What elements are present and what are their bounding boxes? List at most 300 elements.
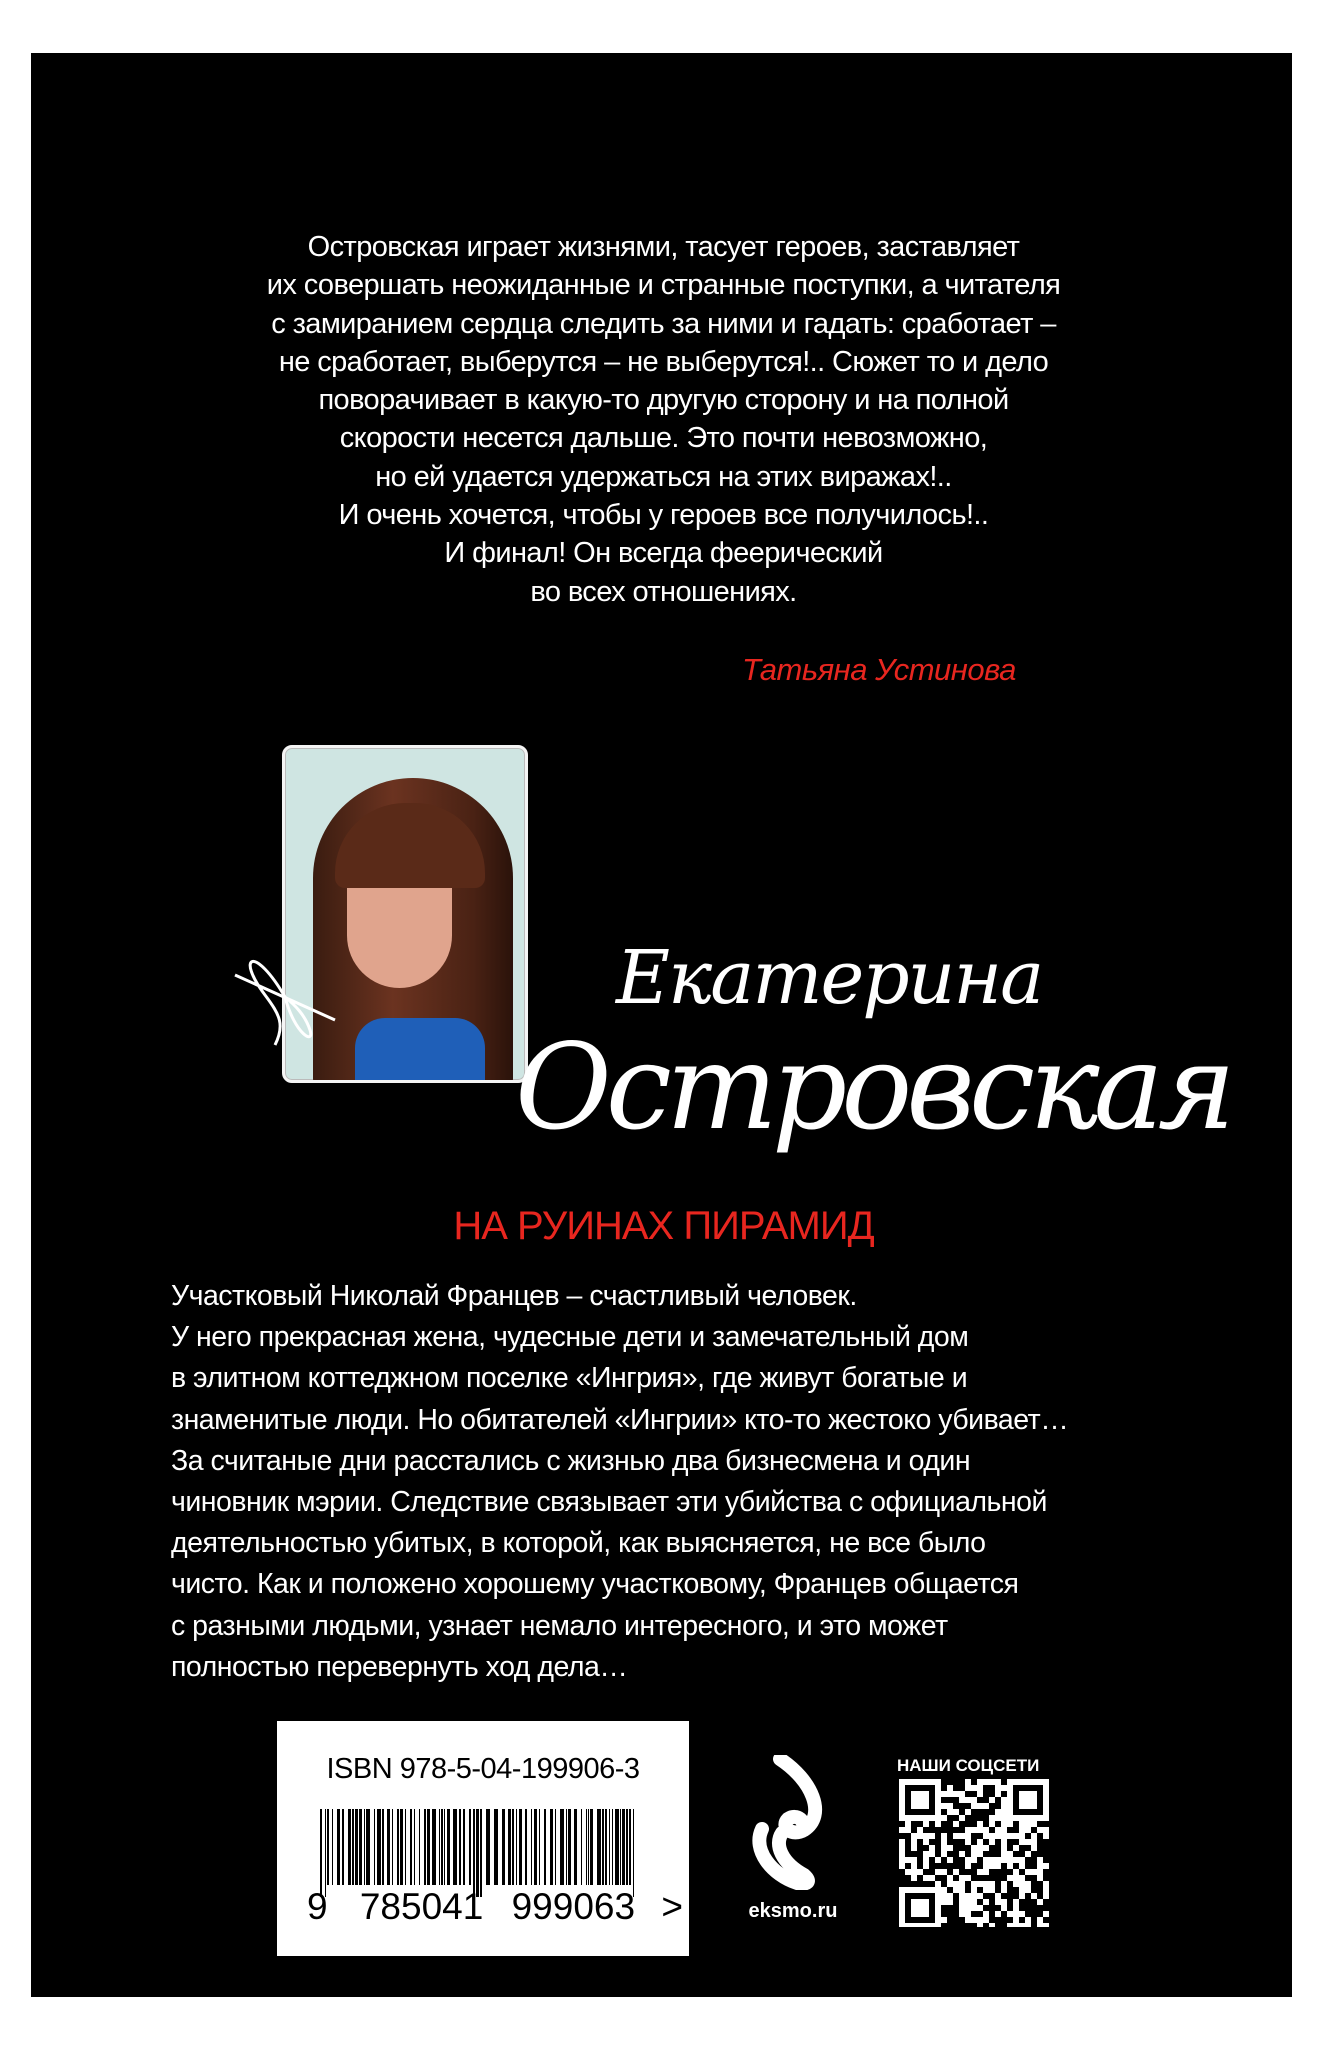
qr-module [917, 1827, 923, 1833]
barcode-bar [355, 1809, 358, 1885]
qr-module [971, 1881, 977, 1887]
qr-module [899, 1839, 905, 1845]
barcode-bar [366, 1809, 370, 1885]
qr-module [1031, 1791, 1037, 1797]
qr-module [917, 1887, 923, 1893]
barcode-bar [476, 1809, 479, 1897]
qr-module [989, 1887, 995, 1893]
quote-line: их совершать неожиданные и странные поступки, а читателя [266, 269, 1061, 302]
qr-module [947, 1899, 953, 1905]
qr-module [899, 1815, 905, 1821]
qr-module [1001, 1845, 1007, 1851]
qr-module [1019, 1779, 1025, 1785]
barcode-bar [620, 1809, 621, 1885]
barcode-bar [405, 1809, 406, 1885]
qr-module [1031, 1797, 1037, 1803]
qr-module [941, 1887, 947, 1893]
qr-module [953, 1869, 959, 1875]
qr-module [899, 1887, 905, 1893]
qr-module [1007, 1833, 1013, 1839]
qr-module [1043, 1893, 1049, 1899]
qr-module [905, 1827, 911, 1833]
qr-module [911, 1875, 917, 1881]
qr-module [923, 1905, 929, 1911]
qr-module [1031, 1839, 1037, 1845]
qr-module [947, 1893, 953, 1899]
qr-module [1007, 1803, 1013, 1809]
qr-module [971, 1893, 977, 1899]
qr-module [899, 1863, 905, 1869]
qr-module [923, 1797, 929, 1803]
qr-module [929, 1851, 935, 1857]
qr-module [899, 1905, 905, 1911]
barcode-bar [447, 1809, 450, 1885]
qr-module [947, 1803, 953, 1809]
qr-module [905, 1857, 911, 1863]
qr-module [923, 1791, 929, 1797]
barcode-bar [581, 1809, 582, 1885]
qr-module [929, 1845, 935, 1851]
description-line: За считаные дни расстались с жизнью два бизнесмена и один [171, 1444, 971, 1477]
quote-line: поворачивает в какую-то другую сторону и на полной [318, 384, 1009, 417]
qr-module [941, 1815, 947, 1821]
qr-module [965, 1839, 971, 1845]
qr-module [917, 1833, 923, 1839]
qr-module [917, 1911, 923, 1917]
qr-module [935, 1785, 941, 1791]
qr-module [917, 1869, 923, 1875]
publisher-website[interactable]: eksmo.ru [748, 1900, 838, 1922]
qr-module [1019, 1797, 1025, 1803]
qr-module [995, 1863, 1001, 1869]
qr-module [977, 1821, 983, 1827]
qr-module [953, 1809, 959, 1815]
qr-module [1037, 1815, 1043, 1821]
qr-module [947, 1785, 953, 1791]
qr-module [935, 1779, 941, 1785]
qr-module [911, 1911, 917, 1917]
qr-module [1007, 1815, 1013, 1821]
qr-module [905, 1887, 911, 1893]
qr-module [965, 1857, 971, 1863]
qr-module [929, 1923, 935, 1927]
qr-module [977, 1827, 983, 1833]
qr-module [1013, 1869, 1019, 1875]
barcode-bar [463, 1809, 465, 1885]
barcode-bar [348, 1809, 351, 1885]
qr-module [941, 1869, 947, 1875]
qr-module [1001, 1803, 1007, 1809]
barcode-bar [597, 1809, 601, 1885]
qr-module [959, 1887, 965, 1893]
qr-module [941, 1791, 947, 1797]
qr-module [977, 1803, 983, 1809]
barcode-bar [525, 1809, 527, 1885]
qr-module [1019, 1803, 1025, 1809]
qr-module [899, 1779, 905, 1785]
qr-module [1019, 1833, 1025, 1839]
qr-module [1031, 1893, 1037, 1899]
qr-module [1037, 1863, 1043, 1869]
qr-module [923, 1887, 929, 1893]
qr-module [1001, 1851, 1007, 1857]
qr-module [989, 1833, 995, 1839]
qr-module [959, 1797, 965, 1803]
qr-module [959, 1881, 965, 1887]
description-line: У него прекрасная жена, чудесные дети и замечательный дом [171, 1321, 969, 1354]
qr-module [911, 1779, 917, 1785]
qr-module [1013, 1857, 1019, 1863]
qr-module [995, 1827, 1001, 1833]
qr-module [989, 1779, 995, 1785]
barcode-bar [626, 1809, 628, 1885]
barcode-bar [432, 1809, 436, 1885]
qr-module [929, 1815, 935, 1821]
qr-module [953, 1833, 959, 1839]
qr-module [983, 1857, 989, 1863]
qr-module [983, 1803, 989, 1809]
qr-module [1013, 1779, 1019, 1785]
qr-module [1025, 1791, 1031, 1797]
barcode-bar [508, 1809, 511, 1885]
qr-module [935, 1791, 941, 1797]
qr-module [1025, 1779, 1031, 1785]
qr-module [965, 1905, 971, 1911]
qr-module [899, 1845, 905, 1851]
barcode-bar [568, 1809, 571, 1885]
barcode-bar [453, 1809, 457, 1885]
qr-module [1019, 1839, 1025, 1845]
barcode-bar [325, 1809, 326, 1897]
barcode-bar [502, 1809, 505, 1885]
qr-module [917, 1797, 923, 1803]
quote-line: с замиранием сердца следить за ними и гадать: сработает – [271, 307, 1056, 340]
qr-module [941, 1839, 947, 1845]
qr-module [1037, 1827, 1043, 1833]
qr-module [953, 1887, 959, 1893]
qr-module [1019, 1911, 1025, 1917]
barcode-bar [550, 1809, 553, 1885]
barcode-bar [519, 1809, 522, 1885]
qr-module [1007, 1809, 1013, 1815]
qr-module [911, 1815, 917, 1821]
barcode-bar [633, 1809, 634, 1897]
qr-module [971, 1803, 977, 1809]
qr-module [923, 1857, 929, 1863]
qr-module [935, 1923, 941, 1927]
qr-module [917, 1791, 923, 1797]
barcode-bar [534, 1809, 537, 1885]
qr-module [1031, 1869, 1037, 1875]
qr-module [1031, 1833, 1037, 1839]
barcode-bar [364, 1809, 365, 1885]
qr-module [983, 1917, 989, 1923]
barcode-bar [427, 1809, 430, 1885]
qr-module [971, 1827, 977, 1833]
barcode-digits-right: 999063 [511, 1886, 636, 1927]
qr-module [995, 1833, 1001, 1839]
qr-module [971, 1785, 977, 1791]
qr-module [1001, 1905, 1007, 1911]
qr-module [947, 1881, 953, 1887]
barcode-bar [615, 1809, 619, 1885]
qr-module [1007, 1797, 1013, 1803]
qr-module [941, 1803, 947, 1809]
qr-module [1043, 1911, 1049, 1917]
qr-module [959, 1911, 965, 1917]
qr-module [983, 1833, 989, 1839]
review-quote [0, 228, 1327, 611]
qr-module [959, 1833, 965, 1839]
qr-module [1001, 1881, 1007, 1887]
barcode-bar [539, 1809, 540, 1885]
qr-module [923, 1863, 929, 1869]
barcode-bar [480, 1809, 482, 1897]
barcode-bar [342, 1809, 344, 1885]
qr-module [935, 1815, 941, 1821]
qr-module [905, 1821, 911, 1827]
barcode-bar [419, 1809, 420, 1885]
qr-module [989, 1881, 995, 1887]
qr-module [1037, 1875, 1043, 1881]
author-first-name: Екатерина [616, 935, 1043, 1021]
qr-module [1025, 1797, 1031, 1803]
barcode-bar [424, 1809, 426, 1885]
qr-module [911, 1791, 917, 1797]
qr-module [935, 1797, 941, 1803]
qr-module [1025, 1827, 1031, 1833]
qr-module [1031, 1779, 1037, 1785]
barcode-panel [277, 1721, 689, 1956]
qr-module [977, 1851, 983, 1857]
barcode-digits [307, 1886, 683, 1928]
quote-line: Островская играет жизнями, тасует героев, заставляет [307, 231, 1020, 263]
qr-module [1007, 1875, 1013, 1881]
qr-module [911, 1845, 917, 1851]
qr-module [1037, 1779, 1043, 1785]
qr-module [1043, 1863, 1049, 1869]
qr-module [965, 1797, 971, 1803]
qr-module [1007, 1785, 1013, 1791]
qr-module [983, 1827, 989, 1833]
ribbon-bow-icon [225, 935, 345, 1055]
qr-module [1001, 1839, 1007, 1845]
qr-module [1001, 1809, 1007, 1815]
qr-module [977, 1779, 983, 1785]
qr-module [965, 1875, 971, 1881]
barcode-bar [609, 1809, 610, 1885]
qr-module [941, 1833, 947, 1839]
qr-module [947, 1875, 953, 1881]
qr-module [1043, 1881, 1049, 1887]
qr-module [995, 1899, 1001, 1905]
qr-module [929, 1887, 935, 1893]
qr-module [1001, 1815, 1007, 1821]
author-last-name: Островская [515, 1018, 1231, 1156]
description-line: деятельностью убитых, в которой, как выясняется, не все было [171, 1527, 986, 1560]
barcode-bar [544, 1809, 546, 1885]
qr-module [983, 1899, 989, 1905]
barcode-bar [586, 1809, 587, 1885]
qr-module [989, 1821, 995, 1827]
qr-module [1007, 1821, 1013, 1827]
qr-module [1007, 1851, 1013, 1857]
barcode-bar [555, 1809, 556, 1885]
qr-module [941, 1899, 947, 1905]
qr-module [911, 1797, 917, 1803]
qr-module [1019, 1893, 1025, 1899]
qr-module [965, 1785, 971, 1791]
qr-module [1025, 1851, 1031, 1857]
qr-module [899, 1899, 905, 1905]
qr-module [923, 1851, 929, 1857]
barcode-bar [560, 1809, 564, 1885]
qr-module [1007, 1911, 1013, 1917]
qr-module [899, 1791, 905, 1797]
qr-module [923, 1815, 929, 1821]
qr-module [911, 1869, 917, 1875]
qr-module [1037, 1869, 1043, 1875]
qr-module [1037, 1899, 1043, 1905]
qr-module [1019, 1881, 1025, 1887]
barcode-bar [602, 1809, 604, 1885]
qr-module [899, 1851, 905, 1857]
barcode-bar [629, 1809, 631, 1885]
qr-module [935, 1887, 941, 1893]
qr-module [965, 1779, 971, 1785]
qr-module [1043, 1815, 1049, 1821]
qr-module [1019, 1923, 1025, 1927]
qr-module [965, 1911, 971, 1917]
qr-module [959, 1905, 965, 1911]
qr-module [977, 1845, 983, 1851]
qr-module [965, 1827, 971, 1833]
qr-module [1019, 1827, 1025, 1833]
qr-module [911, 1839, 917, 1845]
qr-module [923, 1803, 929, 1809]
qr-module [1025, 1803, 1031, 1809]
barcode-bar [377, 1809, 381, 1885]
qr-module [917, 1905, 923, 1911]
qr-module [1013, 1905, 1019, 1911]
qr-module [935, 1821, 941, 1827]
barcode-bar [359, 1809, 362, 1885]
qr-module [1001, 1899, 1007, 1905]
qr-module [983, 1863, 989, 1869]
qr-module [995, 1815, 1001, 1821]
qr-module [911, 1833, 917, 1839]
qr-module [1043, 1833, 1049, 1839]
qr-module [947, 1845, 953, 1851]
barcode-bar [392, 1809, 393, 1885]
qr-module [899, 1809, 905, 1815]
description-line: в элитном коттеджном поселке «Ингрия», где живут богатые и [171, 1362, 968, 1395]
qr-module [971, 1887, 977, 1893]
qr-module [935, 1809, 941, 1815]
qr-module [1025, 1815, 1031, 1821]
book-title: НА РУИНАХ ПИРАМИД [453, 1204, 874, 1248]
qr-module [929, 1833, 935, 1839]
barcode-bar [327, 1809, 329, 1885]
qr-module [977, 1869, 983, 1875]
barcode-digit-first: 9 [307, 1886, 328, 1927]
quote-line: И очень хочется, чтобы у героев все получилось!.. [338, 499, 989, 532]
qr-module [1025, 1923, 1031, 1927]
barcode-digits-left: 785041 [359, 1886, 484, 1927]
qr-module [923, 1911, 929, 1917]
qr-module [1043, 1779, 1049, 1785]
barcode-bar [352, 1809, 354, 1885]
qr-module [983, 1845, 989, 1851]
qr-module [1013, 1881, 1019, 1887]
description-line: с разными людьми, узнает немало интересного, и это может [171, 1609, 948, 1642]
barcode-bar [612, 1809, 613, 1885]
qr-module [1025, 1821, 1031, 1827]
qr-module [1007, 1923, 1013, 1927]
qr-module [965, 1809, 971, 1815]
qr-module [959, 1875, 965, 1881]
qr-module [977, 1881, 983, 1887]
qr-module [965, 1917, 971, 1923]
qr-module [1019, 1875, 1025, 1881]
qr-module [1007, 1857, 1013, 1863]
qr-module [959, 1815, 965, 1821]
barcode-bar [397, 1809, 399, 1885]
barcode-bar [588, 1809, 589, 1885]
qr-module [935, 1917, 941, 1923]
qr-module [1019, 1863, 1025, 1869]
description-line: чисто. Как и положено хорошему участковому, Францев общается [171, 1568, 1019, 1601]
qr-module [977, 1839, 983, 1845]
qr-module [953, 1791, 959, 1797]
qr-module [905, 1815, 911, 1821]
qr-module [899, 1803, 905, 1809]
qr-module [899, 1893, 905, 1899]
qr-module [995, 1893, 1001, 1899]
qr-module [917, 1803, 923, 1809]
qr-module [1001, 1887, 1007, 1893]
qr-module [905, 1869, 911, 1875]
qr-module [1031, 1815, 1037, 1821]
qr-module [995, 1911, 1001, 1917]
qr-code[interactable] [899, 1779, 1049, 1927]
quote-author: Татьяна Устинова [742, 652, 1016, 687]
barcode-bar [382, 1809, 384, 1885]
qr-module [977, 1923, 983, 1927]
qr-module [911, 1887, 917, 1893]
qr-module [911, 1857, 917, 1863]
qr-module [947, 1857, 953, 1863]
qr-module [941, 1893, 947, 1899]
qr-module [917, 1899, 923, 1905]
qr-module [935, 1869, 941, 1875]
qr-module [995, 1857, 1001, 1863]
qr-module [935, 1911, 941, 1917]
qr-module [983, 1887, 989, 1893]
qr-module [1025, 1917, 1031, 1923]
qr-module [911, 1923, 917, 1927]
barcode-bar [486, 1809, 490, 1885]
qr-module [977, 1785, 983, 1791]
qr-module [995, 1809, 1001, 1815]
qr-module [1043, 1785, 1049, 1791]
qr-module [923, 1779, 929, 1785]
qr-module [1037, 1857, 1043, 1863]
qr-module [1043, 1887, 1049, 1893]
barcode-bar [400, 1809, 403, 1885]
qr-module [1043, 1791, 1049, 1797]
qr-module [1013, 1923, 1019, 1927]
